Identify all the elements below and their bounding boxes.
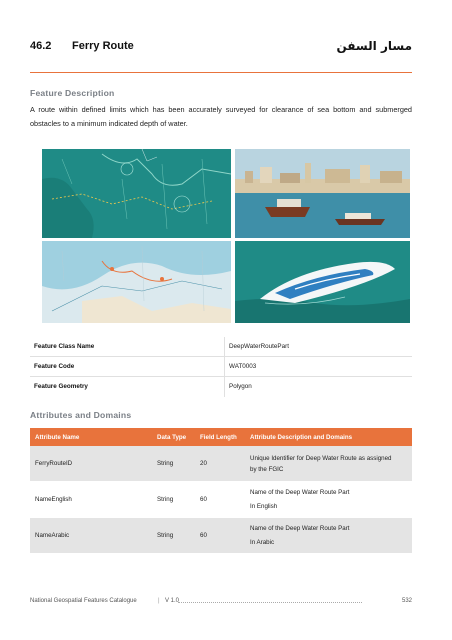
footer-dot-leader (178, 602, 362, 603)
feature-info-row (30, 337, 412, 357)
feature-info-value: WAT0003 (229, 363, 257, 370)
feature-info-row (30, 377, 412, 397)
attribute-name: NameArabic (35, 532, 70, 539)
attributes-table (30, 428, 412, 554)
footer-version: V 1.0 (165, 598, 180, 604)
page-number: 532 (401, 598, 412, 604)
attribute-description-line1: Name of the Deep Water Route Part (250, 525, 350, 532)
section-number: 46.2 (30, 40, 52, 52)
column-header-field-length: Field Length (200, 434, 237, 441)
dubai-creek-boat-photo (235, 149, 410, 238)
header-rule (30, 72, 412, 73)
feature-info-row (30, 357, 412, 377)
attribute-type: String (157, 496, 174, 503)
attribute-type: String (157, 532, 174, 539)
feature-description-heading: Feature Description (30, 88, 115, 98)
feature-info-label: Feature Class Name (34, 343, 95, 350)
footer-separator: | (158, 598, 160, 604)
attributes-table-header (30, 428, 412, 446)
ferry-boat-render (235, 241, 410, 323)
feature-description-text: A route within defined limits which has been accurately surveyed for clearance of sea bottom and submerged obstacles to a minimum indicated depth of water. (30, 105, 412, 128)
page-header (30, 40, 412, 60)
attribute-type: String (157, 460, 174, 467)
teal-chart-map-image (42, 149, 231, 238)
feature-info-table (30, 337, 412, 397)
column-header-description: Attribute Description and Domains (250, 434, 353, 441)
attribute-description-line1: Name of the Deep Water Route Part (250, 489, 350, 496)
attribute-description-line2: In English (250, 503, 278, 510)
info-divider (224, 337, 225, 356)
attribute-name: NameEnglish (35, 496, 72, 503)
column-header-attribute-name: Attribute Name (35, 434, 80, 441)
footer-catalogue: National Geospatial Features Catalogue (30, 598, 137, 604)
feature-info-value: DeepWaterRoutePart (229, 343, 289, 350)
feature-info-value: Polygon (229, 383, 252, 390)
attribute-description-line2: by the FGIC (250, 466, 284, 473)
attribute-description-line1: Unique Identifier for Deep Water Route as assigned (250, 455, 392, 462)
info-divider (224, 357, 225, 376)
attribute-length: 60 (200, 532, 207, 539)
attribute-name: FerryRouteID (35, 460, 73, 467)
image-grid (42, 149, 410, 323)
page-footer (30, 598, 412, 610)
table-row (30, 518, 412, 554)
column-header-data-type: Data Type (157, 434, 187, 441)
feature-info-label: Feature Code (34, 363, 75, 370)
table-row (30, 446, 412, 482)
table-row (30, 482, 412, 518)
attributes-heading: Attributes and Domains (30, 410, 132, 420)
attribute-length: 20 (200, 460, 207, 467)
info-divider (224, 377, 225, 397)
coastal-map-image (42, 241, 231, 323)
attribute-length: 60 (200, 496, 207, 503)
section-title: Ferry Route (72, 40, 134, 52)
feature-info-label: Feature Geometry (34, 383, 88, 390)
attribute-description-line2: In Arabic (250, 539, 275, 546)
section-arabic-title: مسار السفن (336, 39, 412, 53)
